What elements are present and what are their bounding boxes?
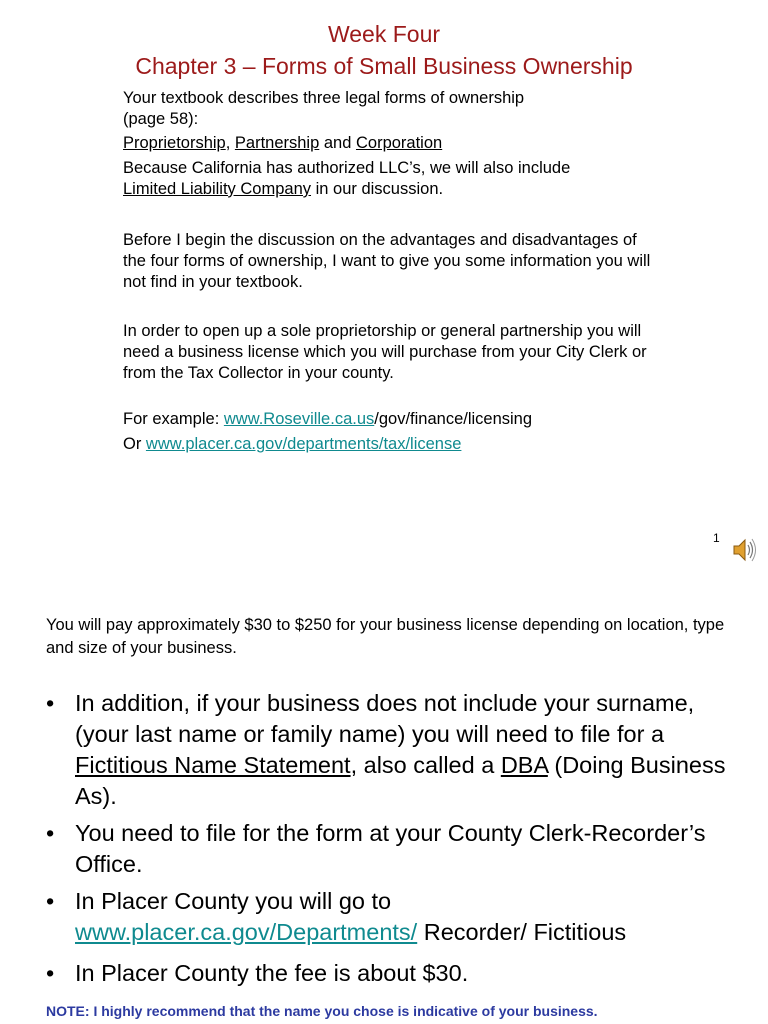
llc-line: Because California has authorized LLC’s, we will also include [123,159,571,177]
placer-departments-link[interactable]: www.placer.ca.gov/Departments/ [75,919,418,945]
forms-separator: and [319,134,356,152]
bullet-item [46,958,746,989]
forms-list [123,133,663,154]
example-line [123,409,663,430]
bullet3-text: In Placer County you will go to [75,888,392,914]
bullet-marker: • [46,820,55,846]
form-partnership: Partnership [234,134,320,152]
example-suffix: /gov/finance/licensing [374,410,533,428]
bullet1-mid: , also called a [350,752,501,778]
bullet-list [46,688,746,989]
bullet2-text: You need to file for the form at your County Clerk-Recorder’s Office. [75,820,706,877]
bullet-item [46,688,746,812]
llc-paragraph [123,158,663,200]
form-corporation: Corporation [355,134,443,152]
speaker-icon[interactable] [732,536,758,564]
bullet3-tail: Recorder/ Fictitious [417,919,627,945]
slide-subtitle: Chapter 3 – Forms of Small Business Ownership [135,53,633,79]
note-text: NOTE: I highly recommend that the name you chose is indicative of your business. [46,1003,598,1019]
intro-text [123,88,663,130]
bullet4-text: In Placer County the fee is about $30. [75,960,469,986]
page-number: 1 [713,531,720,545]
bullet-marker: • [46,888,55,914]
discussion-paragraph: Before I begin the discussion on the advantages and disadvantages of the four forms of ownership, I want to give you some information you will not find in your textbook. [123,231,651,291]
intro-line-2: (page 58): [123,110,199,128]
bullet-marker: • [46,690,55,716]
fee-paragraph: You will pay approximately $30 to $250 for your business license depending on location, type and size of your business. [46,616,725,657]
llc-term: Limited Liability Company [123,180,312,198]
forms-separator: , [225,134,235,152]
placer-license-link[interactable]: www.placer.ca.gov/departments/tax/license [145,435,462,453]
example-prefix: For example: [123,410,224,428]
dba-term: DBA [500,752,548,778]
llc-tail: in our discussion. [311,180,444,198]
or-line [123,434,663,455]
form-proprietorship: Proprietorship [123,134,226,152]
bullet-marker: • [46,960,55,986]
license-paragraph: In order to open up a sole proprietorship or general partnership you will need a business license which you will purchase from your City Clerk or from the Tax Collector in your county. [123,322,647,382]
roseville-link[interactable]: www.Roseville.ca.us [223,410,375,428]
slide-title: Week Four [327,21,441,47]
bullet1-end: (Doing Business As). [75,752,726,809]
fictitious-name-statement: Fictitious Name Statement [75,752,351,778]
intro-line-1: Your textbook describes three legal forms of ownership [123,89,525,107]
bullet1-text: In addition, if your business does not include your surname, (your last name or family name) you will need to file for a [75,690,695,747]
or-prefix: Or [123,435,146,453]
bullet-item [46,818,746,880]
bullet-item [46,886,746,948]
